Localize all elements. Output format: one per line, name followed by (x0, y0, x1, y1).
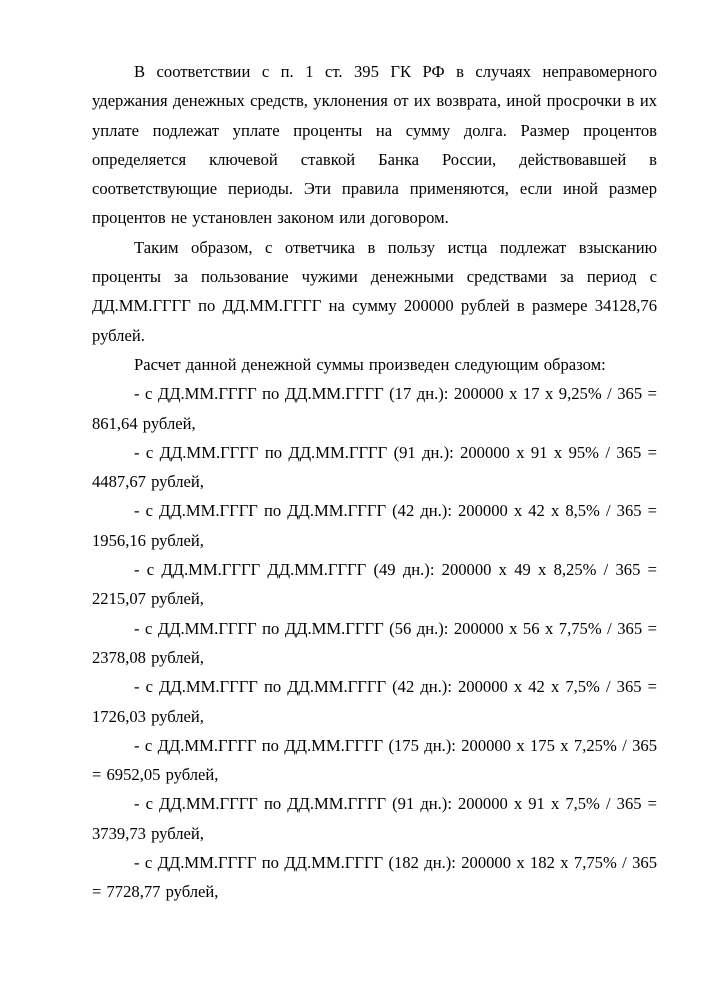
calculation-line-8: - с ДД.ММ.ГГГГ по ДД.ММ.ГГГГ (91 дн.): 200000 х 91 х 7,5% / 365 = 3739,73 рублей, (92, 794, 657, 843)
calculation-line-9: - с ДД.ММ.ГГГГ по ДД.ММ.ГГГГ (182 дн.): 200000 х 182 х 7,75% / 365 = 7728,77 рублей, (92, 853, 657, 902)
calculation-line-1: - с ДД.ММ.ГГГГ по ДД.ММ.ГГГГ (17 дн.): 200000 х 17 х 9,25% / 365 = 861,64 рублей, (92, 384, 657, 433)
calculation-line-3: - с ДД.ММ.ГГГГ по ДД.ММ.ГГГГ (42 дн.): 200000 х 42 х 8,5% / 365 = 1956,16 рублей, (92, 501, 657, 550)
calculation-line-6: - с ДД.ММ.ГГГГ по ДД.ММ.ГГГГ (42 дн.): 200000 х 42 х 7,5% / 365 = 1726,03 рублей, (92, 677, 657, 726)
calculation-line-5: - с ДД.ММ.ГГГГ по ДД.ММ.ГГГГ (56 дн.): 200000 х 56 х 7,75% / 365 = 2378,08 рублей, (92, 618, 657, 667)
calculation-line-2: - с ДД.ММ.ГГГГ по ДД.ММ.ГГГГ (91 дн.): 200000 х 91 х 95% / 365 = 4487,67 рублей, (92, 442, 657, 492)
paragraph-conclusion: Таким образом, с ответчика в пользу истца подлежат взысканию проценты за пользование чужими денежными средствами за период с ДД.ММ.ГГГГ по ДД.ММ.ГГГГ на сумму 200000 рублей в размере 34128,76 рублей. (92, 237, 657, 345)
paragraph-calculation-intro: Расчет данной денежной суммы произведен следующим образом: (134, 354, 606, 374)
paragraph-law-reference: В соответствии с п. 1 ст. 395 ГК РФ в случаях неправомерного удержания денежных средств, уклонения от их возврата, иной просрочки в их уплате подлежат уплате проценты на сумму долга. Размер процентов определяется ключевой ставкой Банка России, действовавшей в соответствующие периоды. Эти правила применяются, если иной размер процентов не установлен законом или договором. (92, 62, 657, 228)
calculation-line-7: - с ДД.ММ.ГГГГ по ДД.ММ.ГГГГ (175 дн.): 200000 х 175 х 7,25% / 365 = 6952,05 рублей, (92, 735, 657, 785)
calculation-line-4: - с ДД.ММ.ГГГГ ДД.ММ.ГГГГ (49 дн.): 200000 х 49 х 8,25% / 365 = 2215,07 рублей, (92, 560, 657, 609)
